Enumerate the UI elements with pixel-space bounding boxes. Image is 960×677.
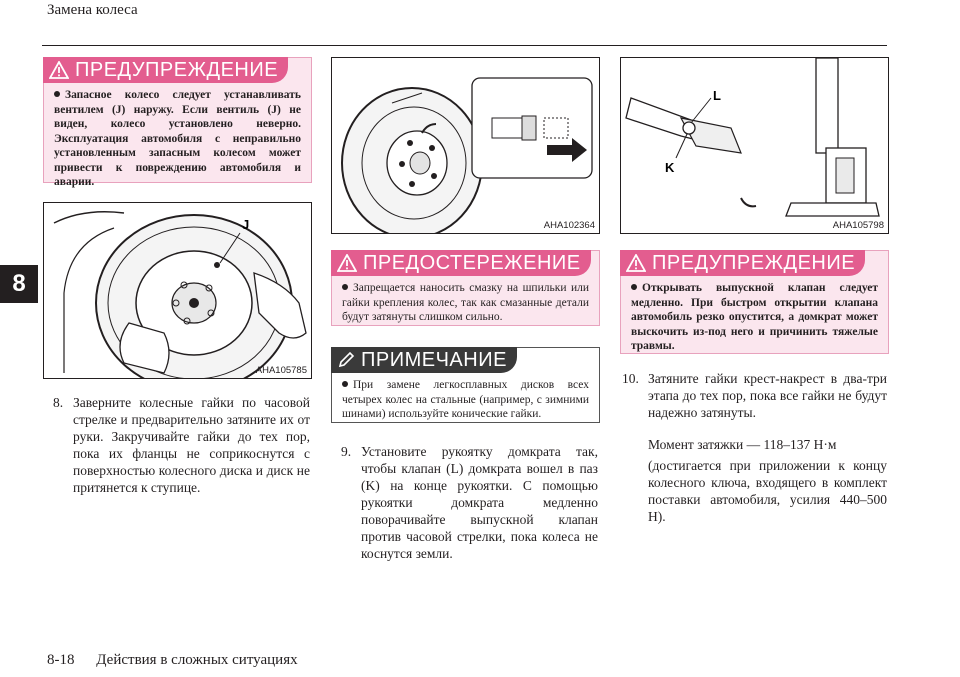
warning-badge: ПРЕДУПРЕЖДЕНИЕ [620,250,865,276]
note-box [331,347,600,423]
note-text: При замене легкосплавных дисков всех четырех колес на стальные (например, с зимними шинами) используйте конические гайки. [342,379,589,420]
chapter-title: Действия в сложных ситуациях [96,652,298,668]
pencil-icon [337,351,355,369]
warning-box-spare-wheel [43,57,312,188]
figure-code: AHA105798 [832,220,884,231]
wheel-nut-illustration [332,58,599,233]
figure-code: AHA105785 [255,365,307,376]
label-k: K [665,160,675,175]
warning-triangle-icon [49,61,69,79]
warning-box-release-valve [620,250,889,354]
page-header-title: Замена колеса [47,2,138,18]
jack-handle-illustration [621,58,888,233]
torque-spec: Момент затяжки — 118–137 Н·м (достигается при приложении к концу колесного ключа, входящего в комплект поставки автомобиля, усилия 440–500 Н). [648,437,887,524]
figure-wheel-mounting [43,202,312,379]
step-9: 9. Установите рукоятку домкрата так, чтобы клапан (L) домкрата вошел в паз (K) на конце рукоятки. С помощью рукоятки домкрата медленно поворачивайте выпускной клапан против часовой стрелки, пока колеса не коснутся земли. [341,444,598,561]
wheel-mounting-illustration [44,203,311,378]
header-divider [42,45,887,46]
figure-code: AHA102364 [543,220,595,231]
step-8: 8. Заверните колесные гайки по часовой стрелке и предварительно затяните их от руки. Закручивайте гайки до тех пор, пока их фланцы не соприкоснутся с поверхностью колесного диска и диск не притянется к ступице. [53,395,310,495]
warning-triangle-icon [626,254,646,272]
page-number: 8-18 [47,652,75,668]
label-l: L [713,88,721,103]
page-footer [47,652,298,669]
section-tab: 8 [0,265,38,303]
warning-text: Открывать выпускной клапан следует медленно. При быстром открытии клапана автомобиль резко опустится, а домкрат может выскочить из-под него и причинить тяжелые травмы. [631,282,878,352]
warning-badge: ПРЕДУПРЕЖДЕНИЕ [43,57,288,83]
figure-wheel-nuts [331,57,600,234]
label-j: J [242,217,250,232]
warning-triangle-icon [337,254,357,272]
caution-text: Запрещается наносить смазку на шпильки или гайки крепления колес, так как смазанные детали будут затянуты слишком сильно. [342,282,589,323]
note-badge: ПРИМЕЧАНИЕ [331,347,517,373]
caution-box [331,250,600,326]
caution-badge: ПРЕДОСТЕРЕЖЕНИЕ [331,250,591,276]
step-10: 10. Затяните гайки крест-накрест в два-три этапа до тех пор, пока все гайки не будут надежно затянуты. [622,371,887,420]
figure-jack-handle [620,57,889,234]
warning-text: Запасное колесо следует устанавливать вентилем (J) наружу. Если вентиль (J) не виден, колесо установлено неверно. Эксплуатация автомобиля с неправильно установленным запасным колесом может привести к повреждению автомобиля и аварии. [54,89,301,188]
